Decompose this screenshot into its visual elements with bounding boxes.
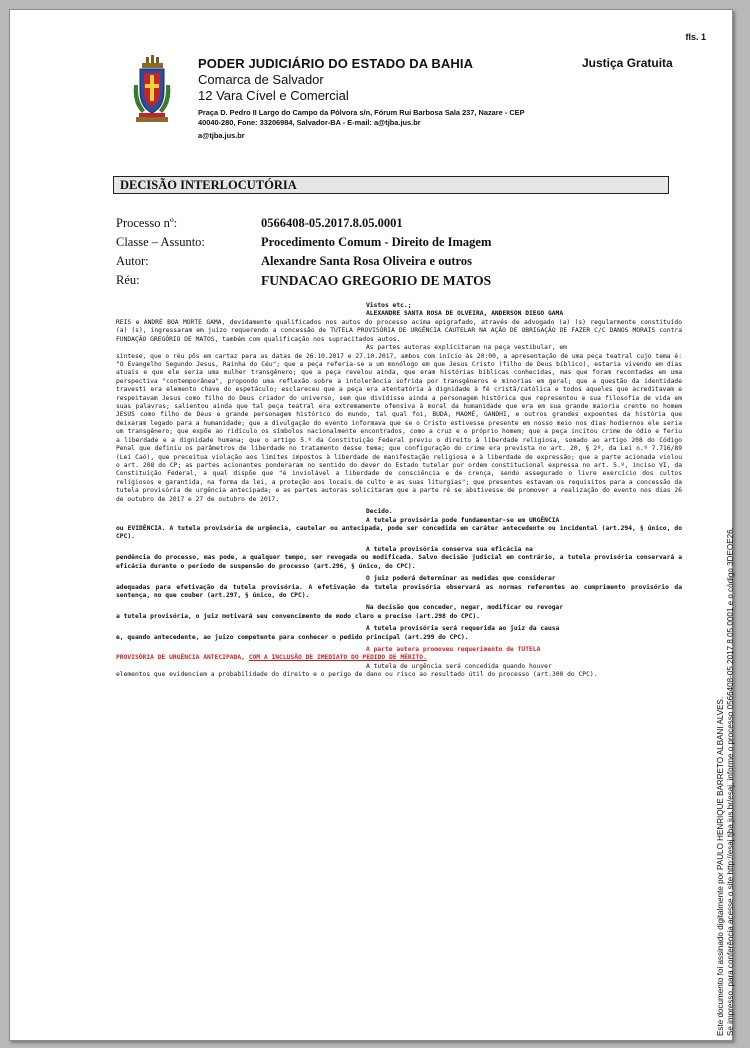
- meta-value: 0566408-05.2017.8.05.0001: [261, 216, 403, 230]
- meta-row-processo: [116, 216, 491, 235]
- signature-line-1: Este documento foi assinado digitalmente por PAULO HENRIQUE BARRETO ALBANI ALVES.: [716, 696, 725, 1036]
- document-title: DECISÃO INTERLOCUTÓRIA: [120, 178, 297, 192]
- meta-row-reu: [116, 273, 491, 292]
- document-title-box: [113, 176, 669, 194]
- meta-label: Autor:: [116, 254, 149, 268]
- vara-name: 12 Vara Cível e Comercial: [198, 88, 349, 103]
- paragraph: síntese, que o réu pôs em cartaz para as datas de 26.10.2017 e 27.10.2017, ambos com início às 20:00, a apresentação de uma peça teatral cujo tema é: "O Evangelho Segundo Jesus, Rainha do Céu"; que a peça referia-se a um monólogo em que Jesus Cristo (filho de Deus bíblico), estaria vivendo em dias atuais e que ele seria uma mulher transgênero; que a peça revelou ainda, que eram histórias bíblicas conhecidas, mas que foram recontadas em uma perspectiva "contemporânea", propondo uma reflexão sobre a intolerância sofrida por transgêneros e minorias em geral; que a questão da identidade travesti era elemento chave do espetáculo; esclareceu que a peça era atentatória à dignidade à fé cristã/católica e todos aqueles que acreditavam e respeitavam Jesus como filho do Deus criador do universo, sem que dividisse ainda a personagem histórica que representou e sua filosofia de vida em suas palavras; salientou ainda que tal peça teatral era extremamente ofensiva à moral da humanidade que era em sua grande maioria crente no homem JESUS como filho de Deus e grande personagem histórico do mundo, tal qual foi, BUDA, MAOMÉ, GANDHI, e outros grandes expoentes da história que deixaram legado para a humanidade; que a divulgação do evento informava que se o Cristo estivesse presente em nosso meio nos dias hodiernos ele seria um transgênero; que expõe ao ridículo os símbolos nacionalmente encontrados, como a cruz e o próprio homem; que a peça incitou crime de ódio e feriu a liberdade e a dignidade humana; que o artigo 5.º da Constituição Federal previu o direito à liberdade religiosa, somado ao artigo 208 do Código Penal que definiu os parâmetros de liberdade no tratamento desse tema; que configuração do crime era prevista no art. 20, § 2º, da Lei n.º 7.716/89 (Lei Caó), que preceitua violação aos limites impostos à liberdade de manifestação religiosa e à liberdade de expressão; que a parte acionada violou o art. 208 do CP; as partes acionantes ponderaram no sentido do dever do Estado tutelar por ordem constitucional expressa no art. 5.º, inciso VI, da Constituição Federal, a qual dispõe que "é inviolável a liberdade de consciência e de crença, sendo assegurado o livre exercício dos cultos religiosos e garantida, na forma da lei, a proteção aos locais de culto e as suas liturgias"; que presentes estavam os requisitos para a concessão da tutela provisória de urgência antecipada; e as partes autoras solicitaram que a parte ré se abstivesse de promover a realização do evento nos dias 26 de outubro de 2017 e 27 de outubro de 2017.: [116, 352, 682, 503]
- paragraph: pendência do processo, mas pode, a qualquer tempo, ser revogada ou modificada. Salvo decisão judicial em contrário, a tutela provisória conservará a eficácia durante o período de suspensão do processo (art.296, § único, do CPC).: [116, 554, 682, 570]
- paragraph-lead: As partes autoras explicitaram na peça vestibular, em: [366, 344, 567, 352]
- paragraph: adequadas para efetivação da tutela provisória. A efetivação da tutela provisória observará as normas referentes ao cumprimento provisório da sentença, no que couber (art.297, § único, do CPC).: [116, 583, 682, 599]
- meta-label: Réu:: [116, 273, 140, 287]
- paragraph-lead: A tutela de urgência será concedida quando houver: [366, 662, 552, 670]
- paragraph-lead-highlight: A parte autora promoveu requerimento de TUTELA: [366, 646, 541, 654]
- paragraph-lead: Na decisão que conceder, negar, modificar ou revogar: [366, 604, 564, 612]
- justica-gratuita-label: Justiça Gratuita: [582, 56, 673, 70]
- court-name: PODER JUDICIÁRIO DO ESTADO DA BAHIA: [198, 56, 474, 71]
- meta-row-classe: [116, 235, 491, 254]
- paragraph-lead: A tutela provisória conserva sua eficácia na: [366, 545, 533, 553]
- paragraph-lead: O juiz poderá determinar as medidas que considerar: [366, 575, 556, 583]
- signature-line-2: Se impresso, para conferência acesse o site http://esaj.tjba.jus.br/esaj, informe o processo 0566408-05.2017.8.05.0001 e o código 3DEOE26.: [726, 527, 735, 1036]
- document-page: [9, 9, 733, 1041]
- court-email: a@tjba.jus.br: [198, 131, 245, 140]
- page-number: fls. 1: [685, 32, 706, 42]
- meta-row-autor: [116, 254, 491, 273]
- paragraph: REIS e ANDRÉ BOA MORTE GAMA, devidamente qualificados nos autos do processo acima epigrafado, através de advogado (a) (s) regularmente constituído (a) (s), ingressaram em juízo requerendo a concessão de TUTELA PROVISÓRIA DE URGÊNCIA CAUTELAR NA AÇÃO DE OBRIGAÇÃO DE FAZER C/C DANOS MORAIS contra FUNDAÇÃO GREGÓRIO DE MATOS, também com qualificação nos supracitados autos.: [116, 318, 682, 343]
- paragraph-lead: A tutela provisória pode fundamentar-se em URGÊNCIA: [366, 516, 560, 524]
- paragraph-highlight: [116, 654, 682, 662]
- paragraph: e, quando antecedente, ao juízo competente para conhecer o pedido principal (art.299 do CPC).: [116, 633, 469, 641]
- meta-label: Classe – Assunto:: [116, 235, 205, 249]
- meta-value: FUNDACAO GREGORIO DE MATOS: [261, 273, 492, 288]
- meta-value: Alexandre Santa Rosa Oliveira e outros: [261, 254, 472, 268]
- paragraph-lead: A tutela provisória será requerida ao juiz da causa: [366, 625, 560, 633]
- decision-body: [116, 302, 682, 680]
- highlight-underlined-text: COM A INCLUSÃO DE IMEDIATO DO PEDIDO DE MÉRITO.: [248, 654, 427, 662]
- digital-signature-note: [716, 527, 736, 1036]
- address-text: Praça D. Pedro II Largo do Campo da Pólvora s/n, Fórum Rui Barbosa Sala 237, Nazare - CEP 40040-280, Fone: 33206984, Salvador-BA - E-mail: a@tjba.jus.br: [198, 108, 525, 127]
- meta-value: Procedimento Comum - Direito de Imagem: [261, 235, 492, 249]
- comarca-name: Comarca de Salvador: [198, 72, 324, 87]
- meta-label: Processo nº:: [116, 216, 178, 230]
- coat-of-arms-icon: [130, 55, 174, 123]
- court-address: [198, 108, 538, 141]
- paragraph-lead: ALEXANDRE SANTA ROSA DE OLVEIRA, ANDERSON DIEGO GAMA: [366, 310, 564, 318]
- paragraph: a tutela provisória, o juiz motivará seu convencimento de modo claro e preciso (art.298 do CPC).: [116, 612, 480, 620]
- decido-heading: Decido.: [366, 508, 393, 516]
- vistos-line: Vistos etc.;: [366, 302, 412, 309]
- case-metadata: [116, 216, 491, 292]
- paragraph: ou EVIDÊNCIA. A tutela provisória de urgência, cautelar ou antecipada, pode ser concedida em caráter antecedente ou incidental (art.294, § único, do CPC).: [116, 524, 682, 541]
- highlight-text: PROVISÓRIA DE URGÊNCIA ANTECIPADA,: [116, 654, 245, 662]
- court-header: [198, 56, 473, 104]
- paragraph: elementos que evidenciem a probabilidade do direito e o perigo de dano ou risco ao resultado útil do processo (art.300 do CPC).: [116, 671, 598, 679]
